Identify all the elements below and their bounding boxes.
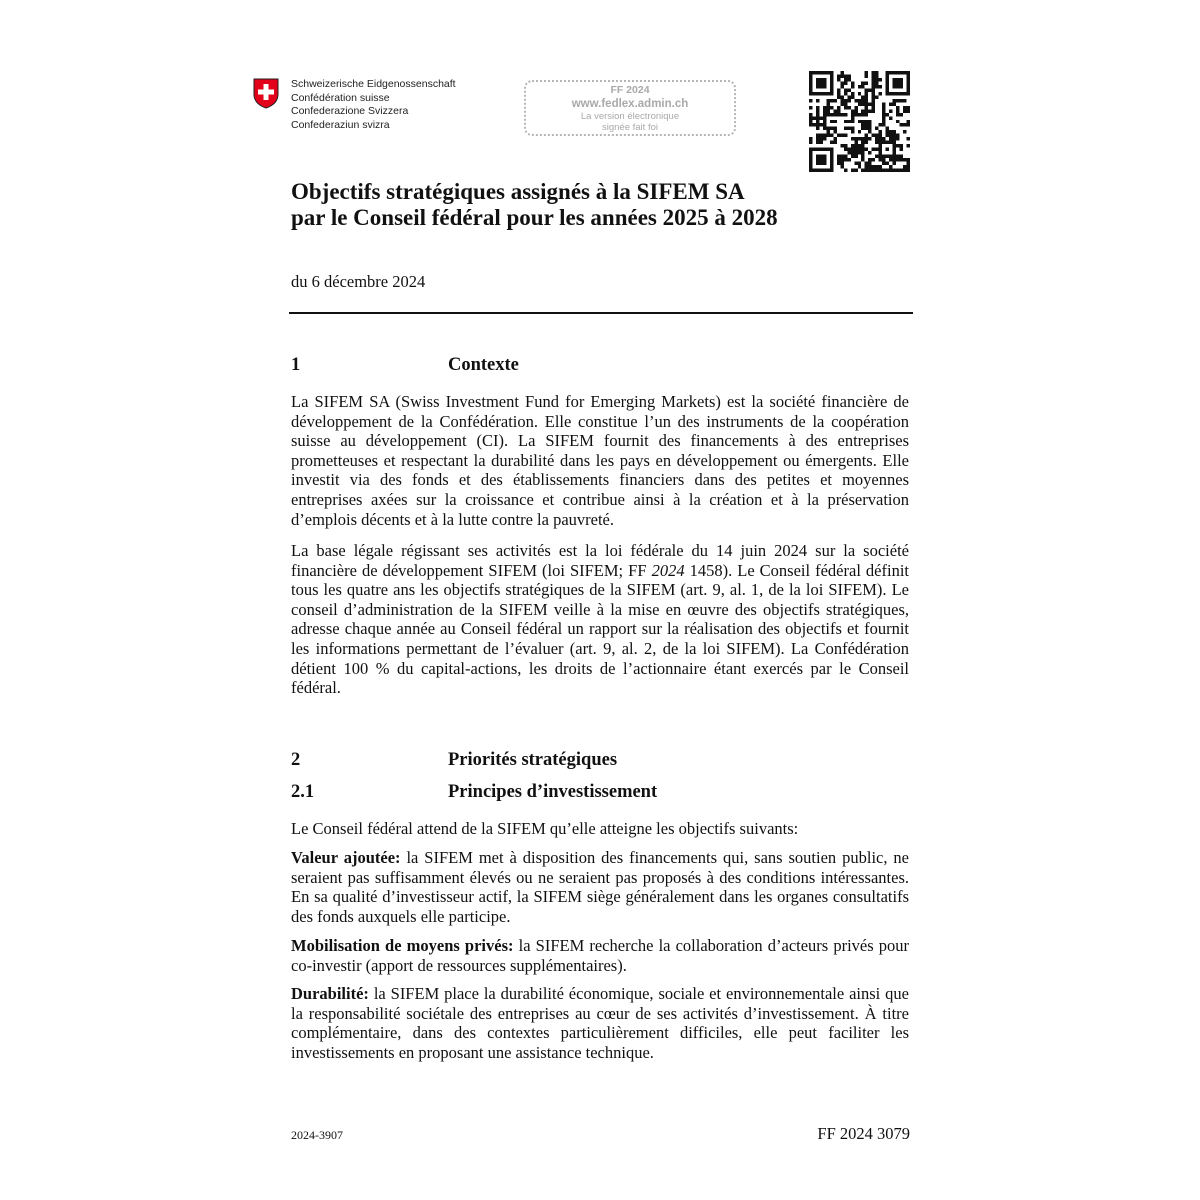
section-1-paragraph-2 [291, 541, 909, 698]
section-1-paragraph-1: La SIFEM SA (Swiss Investment Fund for Emerging Markets) est la société financière de développement de la Confédération. Elle constitue l’un des instruments de la coopération suisse au développement (CI). La SIFEM fournit des financements à des entreprises prometteuses et respectant la durabilité dans les pays en développement ou émergents. Elle investit via des fonds et des établissements financiers dans des petites et moyennes entreprises axées sur la croissance et contribue ainsi à la création et à la préservation d’emplois décents et à la lutte contre la pauvreté. [291, 392, 909, 529]
section-number: 2.1 [291, 782, 315, 802]
section-2-1-intro: Le Conseil fédéral attend de la SIFEM qu’elle atteigne les objectifs suivants: [291, 819, 799, 838]
federation-name-it: Confederazione Svizzera [291, 105, 409, 117]
federation-name-de: Schweizerische Eidgenossenschaft [291, 78, 456, 90]
federation-name-fr: Confédération suisse [291, 91, 390, 104]
objective-private-mobilisation [291, 936, 909, 975]
federation-names [291, 78, 456, 132]
section-title: Priorités stratégiques [448, 750, 618, 770]
footer-document-number: 2024-3907 [291, 1128, 343, 1142]
stamp-line-1: FF 2024 [610, 84, 650, 96]
objective-label: Durabilité: [291, 984, 369, 1003]
section-title: Contexte [448, 355, 519, 375]
stamp-line-3: La version électronique [580, 111, 680, 122]
objective-text: la SIFEM place la durabilité économique, sociale et environnementale ainsi que la responsabilité sociétale des entreprises au cœur de ses activités d’investissement. À titre complémentaire, dans des contextes particulièrement difficiles, elle peut faciliter les investissements en proposant une assistance technique. [291, 984, 909, 1062]
section-number: 2 [291, 750, 301, 770]
swiss-cross-icon [253, 78, 279, 109]
document-date: du 6 décembre 2024 [291, 272, 426, 291]
footer-reference: FF 2024 3079 [817, 1124, 910, 1143]
section-title: Principes d’investissement [448, 782, 658, 802]
stamp-line-2: www.fedlex.admin.ch [571, 98, 689, 110]
title-line-2: par le Conseil fédéral pour les années 2025 à 2028 [291, 205, 778, 230]
title-line-1: Objectifs stratégiques assignés à la SIFEM SA [291, 179, 745, 204]
federation-name-rm: Confederaziun svizra [291, 118, 390, 131]
objective-text: la SIFEM recherche la collaboration d’acteurs privés pour co-investir (apport de ressources supplémentaires). [291, 936, 910, 975]
section-number: 1 [291, 355, 301, 375]
document-title [291, 179, 911, 231]
objective-sustainability [291, 984, 909, 1062]
objective-label: Mobilisation de moyens privés: [291, 936, 514, 955]
qr-code-icon [809, 71, 910, 172]
paragraph-italic-text: 2024 [651, 560, 685, 580]
paragraph-text: 1458). Le Conseil fédéral définit tous les quatre ans les objectifs stratégiques de la SIFEM (art. 9, al. 1, de la loi SIFEM). Le conseil d’administration de la SIFEM veille à la mise en œuvre des objectifs stratégiques, adresse chaque année au Conseil fédéral un rapport sur la réalisation des objectifs et fournit les informations permettant de l’évaluer (art. 9, al. 2, de la loi SIFEM). La Confédération détient 100 % du capital-actions, les droits de l’actionnaire étant exercés par le Conseil fédéral. [291, 560, 909, 698]
objective-text: la SIFEM met à disposition des financements qui, sans soutien public, ne seraient pas suffisamment élevés ou ne seraient pas proposés à des conditions intéressantes. En sa qualité d’investisseur actif, la SIFEM siège généralement dans les organes consultatifs des fonds auxquels elle participe. [291, 848, 909, 926]
paragraph-text: La base légale régissant ses activités est la loi fédérale du 14 juin 2024 sur la société financière de développement SIFEM (loi SIFEM; FF [291, 541, 909, 580]
objective-label: Valeur ajoutée: [291, 848, 401, 867]
stamp-line-4: signée fait foi [602, 122, 658, 133]
signature-stamp [524, 80, 736, 136]
title-divider [289, 312, 913, 314]
objective-value-added [291, 848, 909, 926]
